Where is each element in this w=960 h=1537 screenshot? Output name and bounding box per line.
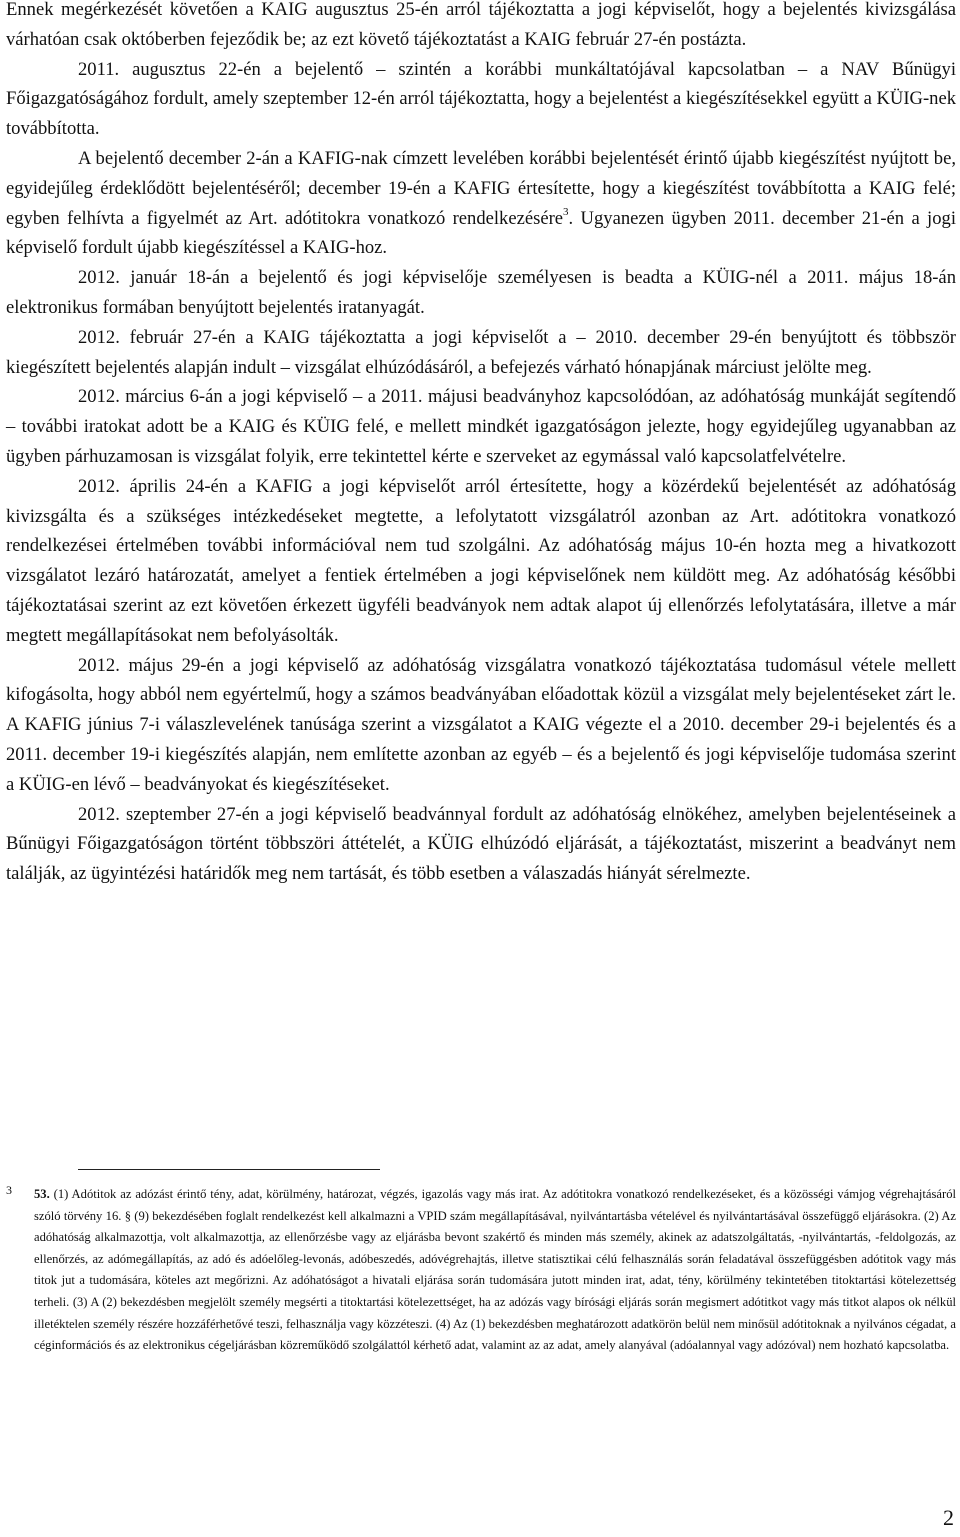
paragraph-2012-april: 2012. április 24-én a KAFIG a jogi képviselőt arról értesítette, hogy a közérdekű bejelentését az adóhatóság kivizsgálta és a szükséges intézkedéseket megtette, a lefolytatott vizsgálatról azonban az Art. adótitokra vonatkozó rendelkezései értelmében további információval nem tud szolgálni. Az adóhatóság május 10-én hozta meg a hivatkozott vizsgálatot lezáró határozatát, amelyet a fentiek értelmében a jogi képviselőnek nem küldött meg. Az adóhatóság későbbi tájékoztatásai szerint az ezt követően érkezett ügyféli beadványok nem adtak alapot új ellenőrzés lefolytatására, illetve a már megtett megállapításokat nem befolyásolták. — [6, 475, 956, 646]
paragraph-2012-february: 2012. február 27-én a KAIG tájékoztatta a jogi képviselőt a – 2010. december 29-én benyújtott és többször kiegészített bejelentés alapján indult – vizsgálat elhúzódásáról, a befejezés várható hónapjának márciust jelölte meg. — [6, 326, 956, 378]
kafig-text-before: A bejelentő december 2-án a KAFIG-nak címzett levelében korábbi bejelentését érintő újabb kiegészítést nyújtott be, egyidejűleg érdeklődött bejelentéséről; december 19-én a KAFIG értesítette, hogy a kiegészítést továbbította a KAIG felé; egyben felhívta a figyelmét az Art. adótitokra vonatkozó rendelkezésére — [6, 147, 956, 229]
paragraph-continuation: Ennek megérkezését követően a KAIG augusztus 25-én arról tájékoztatta a jogi képviselőt, hogy a bejelentés kivizsgálása várhatóan csak októberben fejeződik be; az ezt követő tájékoztatást a KAIG február 27-én postázta. — [6, 0, 956, 50]
footnote-reference[interactable]: 3 — [563, 206, 569, 219]
kafig-text-after: . Ugyanezen ügyben 2011. december 21-én a jogi képviselő fordult újabb kiegészítéssel a KAIG-hoz. — [6, 207, 956, 259]
footnote-section-number: 53. — [34, 1187, 50, 1201]
body-text — [6, 0, 956, 889]
footnote-separator — [78, 1169, 380, 1170]
paragraph-2012-may: 2012. május 29-én a jogi képviselő az adóhatóság vizsgálatra vonatkozó tájékoztatása tudomásul vétele mellett kifogásolta, hogy abból nem egyértelmű, hogy a számos beadványában előadottak közül a vizsgálat mely bejelentéseket zárt le. A KAFIG június 7-i válaszlevelének tanúsága szerint a vizsgálatot a KAIG végezte el a 2010. december 29-i bejelentés és a 2011. december 19-i kiegészítés alapján, nem említette azonban az egyéb – és a bejelentő és jogi képviselője tudomása szerint a KÜIG-en lévő – beadványokat és kiegészítéseket. — [6, 654, 956, 795]
paragraph-kafig-letter — [6, 144, 956, 263]
paragraph-2012-january: 2012. január 18-án a bejelentő és jogi képviselője személyesen is beadta a KÜIG-nél a 2011. május 18-án elektronikus formában benyújtott bejelentés iratanyagát. — [6, 267, 956, 318]
footnote — [6, 1184, 956, 1357]
paragraph-2012-march: 2012. március 6-án a jogi képviselő – a 2011. májusi beadványhoz kapcsolódóan, az adóhatóság munkáját segítendő – további iratokat adott be a KAIG és KÜIG felé, e mellett mindkét igazgatóságon jelezte, hogy egyidejűleg ugyanabban az ügyben párhuzamosan is vizsgálat folyik, erre tekintettel kérte e szerveket az egymással való kapcsolatfelvételre. — [6, 386, 956, 467]
footnote-mark: 3 — [6, 1183, 12, 1197]
footnote-text: (1) Adótitok az adózást érintő tény, adat, körülmény, határozat, végzés, igazolás vagy más irat. Az adótitokra vonatkozó rendelkezéseket, és a közösségi vámjog végrehajtásáról szóló törvény 16. § (9) bekezdésében foglalt rendelkezést kell alkalmazni a VPID szám megállapításával, nyilvántartásba vételével és nyilvántartásával összefüggő eljárásokra. (2) Az adóhatóság alkalmazottja, volt alkalmazottja, az ellenőrzésbe vagy az eljárásba bevont szakértő és minden más személy, akinek az adatszolgáltatás, -nyilvántartás, -feldolgozás, az ellenőrzés, az adómegállapítás, az adó és adóelőleg-levonás, adóbeszedés, adóvégrehajtás, illetve statisztikai célú felhasználás során feladatával összefüggésben adótitok vagy más titok jut a tudomására, köteles azt megőrizni. Az adóhatóságot a hivatali eljárása során tudomására jutott minden irat, adat, tény, körülmény tekintetében titoktartási kötelezettség terheli. (3) A (2) bekezdésben megjelölt személy megsérti a titoktartási kötelezettséget, ha az adózás vagy bírósági eljárás során megismert adótitkot vagy más titkot alapos ok nélkül illetéktelen személy részére hozzáférhetővé teszi, felhasználja vagy közzéteszi. (4) Az (1) bekezdésben meghatározott adatkörön belül nem minősül adótitoknak a nyilvános cégadat, a céginformációs és az elektronikus cégeljárásban közreműködő szolgálattól kérhető adat, valamint az az adat, amely alanyával (adóalannyal vagy adózóval) nem hozható kapcsolatba. — [34, 1187, 956, 1353]
footnote-body — [34, 1184, 956, 1357]
page-number: 2 — [943, 1505, 954, 1530]
paragraph-2012-september: 2012. szeptember 27-én a jogi képviselő beadvánnyal fordult az adóhatóság elnökéhez, amelyben bejelentéseinek a Bűnügyi Főigazgatóságon történt többszöri áttételét, a KÜIG elhúzódó eljárását, a tájékoztatást, miszerint a beadványt nem találják, az ügyintézési határidők meg nem tartását, és több esetben a válaszadás hiányát sérelmezte. — [6, 803, 956, 885]
paragraph-nav-referral: 2011. augusztus 22-én a bejelentő – szintén a korábbi munkáltatójával kapcsolatban – a NAV Bűnügyi Főigazgatóságához fordult, amely szeptember 12-én arról tájékoztatta, hogy a bejelentést a kiegészítésekkel együtt a KÜIG-nek továbbította. — [6, 58, 956, 140]
